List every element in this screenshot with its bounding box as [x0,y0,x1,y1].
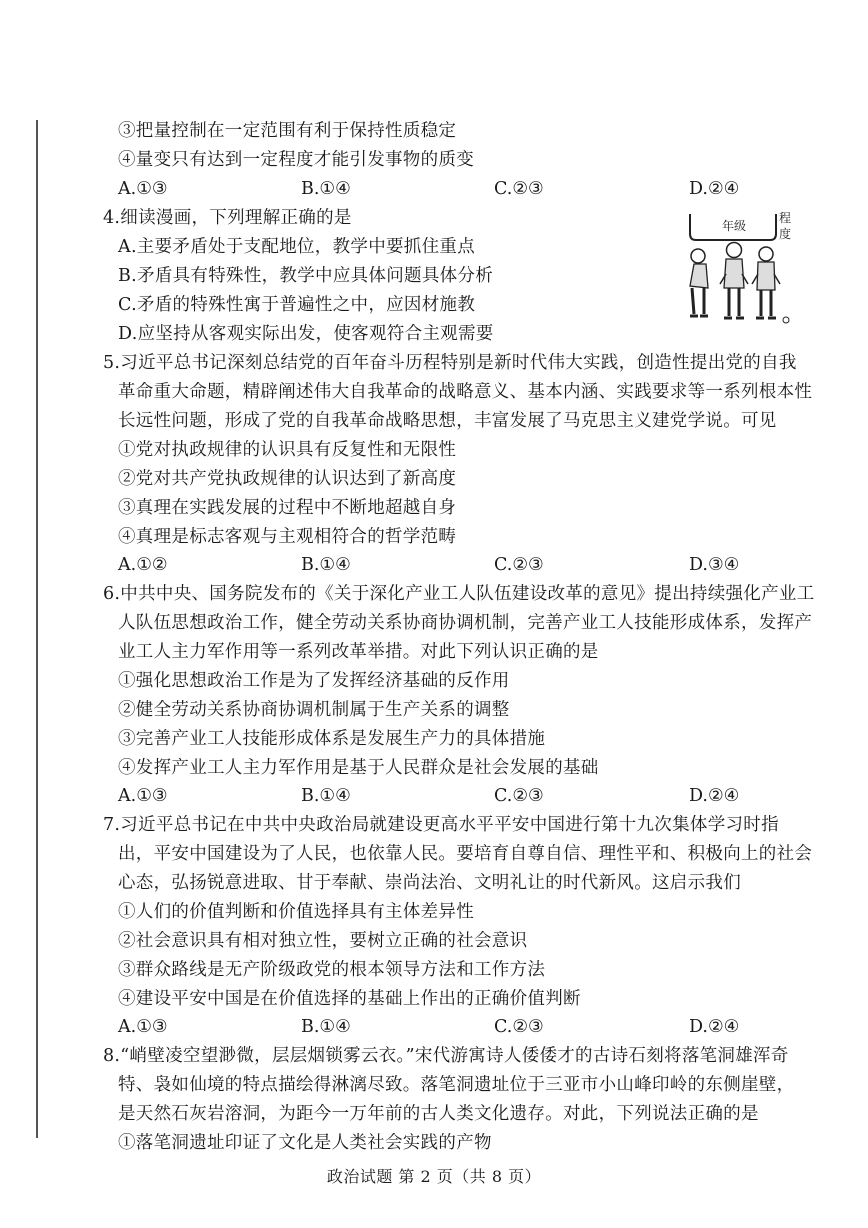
q5-item-2: ②党对共产党执政规律的认识达到了新高度 [118,469,457,489]
q8-stem-line-3: 是天然石灰岩溶洞，为距今一万年前的古人类文化遗存。对此，下列说法正确的是 [118,1104,759,1124]
q7-stem-line-3: 心态，弘扬锐意进取、甘于奉献、崇尚法治、文明礼让的时代新风。这启示我们 [118,873,741,893]
q3-option-a: A.①③ [118,179,168,199]
q8-stem-line-2: 特、袅如仙境的特点描绘得淋漓尽致。落笔洞遗址位于三亚市小山峰印岭的东侧崖壁， [118,1075,795,1095]
q6-item-1: ①强化思想政治工作是为了发挥经济基础的反作用 [118,671,510,691]
q5-item-4: ④真理是标志客观与主观相符合的哲学范畴 [118,527,457,547]
q5-stem-line-3: 长远性问题，形成了党的自我革命战略思想，丰富发展了马克思主义建党学说。可见 [118,411,777,431]
q7-item-2: ②社会意识具有相对独立性，要树立正确的社会意识 [118,931,528,951]
q6-option-d: D.②④ [689,786,740,806]
cartoon-label-degree-1: 程 [779,211,792,225]
q5-stem-line-2: 革命重大命题，精辟阐述伟大自我革命的战略意义、基本内涵、实践要求等一系列根本性 [118,382,813,402]
q7-item-3: ③群众路线是无产阶级政党的根本领导方法和工作方法 [118,960,546,980]
cartoon-label-degree-2: 度 [779,227,792,241]
q7-option-d: D.②④ [689,1017,740,1037]
q4-cartoon-image [682,204,794,328]
q4-option-a: A.主要矛盾处于支配地位，教学中要抓住重点 [118,237,475,257]
binding-margin-line [36,120,38,1138]
q3-item-3: ③把量控制在一定范围有利于保持性质稳定 [118,121,457,141]
q7-option-c: C.②③ [494,1017,544,1037]
q7-item-1: ①人们的价值判断和价值选择具有主体差异性 [118,902,474,922]
q6-options [118,784,758,808]
q5-item-3: ③真理在实践发展的过程中不断地超越自身 [118,498,457,518]
q7-options [118,1015,758,1039]
q4-option-b: B.矛盾具有特殊性，教学中应具体问题具体分析 [118,266,494,286]
q8-item-1: ①落笔洞遗址印证了文化是人类社会实践的产物 [118,1133,492,1153]
q7-item-4: ④建设平安中国是在价值选择的基础上作出的正确价值判断 [118,989,581,1009]
q7-stem-line-2: 出，平安中国建设为了人民，也依靠人民。要培育自尊自信、理性平和、积极向上的社会 [118,844,813,864]
q6-item-2: ②健全劳动关系协商协调机制属于生产关系的调整 [118,700,510,720]
q7-option-a: A.①③ [118,1017,168,1037]
q8-stem-line-1: 8.“峭壁凌空望渺微，层层烟锁雾云衣。”宋代游寓诗人倭倭才的古诗石刻将落笔洞雄浑奇 [103,1046,789,1066]
q5-stem-line-1: 5.习近平总书记深刻总结党的百年奋斗历程特别是新时代伟大实践，创造性提出党的自我 [103,353,797,373]
q5-option-b: B.①④ [301,555,351,575]
q4-option-d: D.应坚持从客观实际出发，使客观符合主观需要 [118,324,494,344]
q6-option-c: C.②③ [494,786,544,806]
page-footer: 政治试题 第 2 页（共 8 页） [326,1167,542,1186]
q3-item-4: ④量变只有达到一定程度才能引发事物的质变 [118,150,474,170]
q5-options [118,553,758,577]
q3-option-c: C.②③ [494,179,544,199]
q4-stem: 4.细读漫画，下列理解正确的是 [103,208,352,228]
q6-item-4: ④发挥产业工人主力军作用是基于人民群众是社会发展的基础 [118,758,599,778]
q5-item-1: ①党对执政规律的认识具有反复性和无限性 [118,440,457,460]
q5-option-c: C.②③ [494,555,544,575]
q3-options [118,177,758,201]
q4-option-c: C.矛盾的特殊性寓于普遍性之中，应因材施教 [118,295,476,315]
q6-option-a: A.①③ [118,786,168,806]
cartoon-label-grade: 年级 [722,219,747,233]
q6-stem-line-3: 业工人主力军作用等一系列改革举措。对此下列认识正确的是 [118,642,599,662]
q5-option-d: D.③④ [689,555,740,575]
q6-stem-line-1: 6.中共中央、国务院发布的《关于深化产业工人队伍建设改革的意见》提出持续强化产业工 [103,584,815,604]
q5-option-a: A.①② [118,555,168,575]
q6-item-3: ③完善产业工人技能形成体系是发展生产力的具体措施 [118,729,546,749]
q3-option-b: B.①④ [301,179,351,199]
q7-stem-line-1: 7.习近平总书记在中共中央政治局就建设更高水平平安中国进行第十九次集体学习时指 [103,815,779,835]
q3-option-d: D.②④ [689,179,740,199]
q7-option-b: B.①④ [301,1017,351,1037]
q6-stem-line-2: 人队伍思想政治工作，健全劳动关系协商协调机制，完善产业工人技能形成体系，发挥产 [118,613,813,633]
q6-option-b: B.①④ [301,786,351,806]
